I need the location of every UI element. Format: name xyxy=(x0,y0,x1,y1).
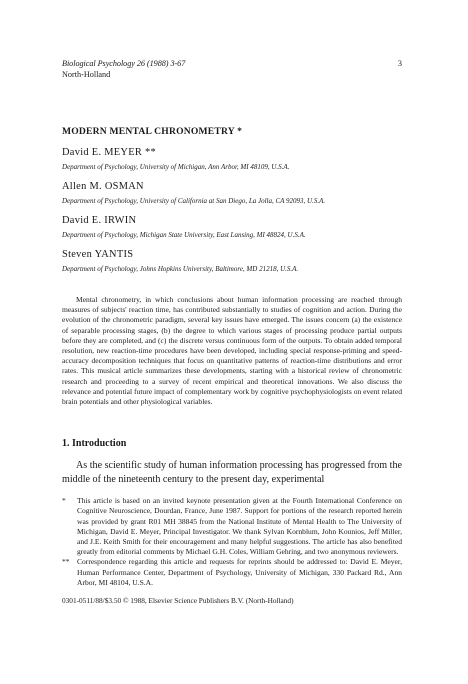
introduction-paragraph: As the scientific study of human information processing has progressed from the middle of the nineteenth century to the present day, experimental xyxy=(62,460,403,486)
running-header xyxy=(62,58,402,69)
footnote xyxy=(62,496,402,557)
author-name: David E. MEYER ** xyxy=(62,147,156,158)
footnotes xyxy=(62,496,402,588)
author-affiliation: Department of Psychology, Michigan State University, East Lansing, MI 48824, U.S.A. xyxy=(62,231,306,239)
footnote xyxy=(62,557,402,588)
footnote-mark: ** xyxy=(62,557,70,567)
author-affiliation: Department of Psychology, Johns Hopkins University, Baltimore, MD 21218, U.S.A. xyxy=(62,265,299,273)
journal-citation: Biological Psychology 26 (1988) 3-67 xyxy=(62,59,186,68)
article-title: MODERN MENTAL CHRONOMETRY * xyxy=(62,126,243,137)
footnote-text: This article is based on an invited keynote presentation given at the Fourth International Conference on Cognitive Neuroscience, Dourdan, France, June 1987. Support for portions of the research reported herein was provided by grant R01 MH 38845 from the National Institute of Mental Health to The University of Michigan, David E. Meyer, Principal Investigator. We thank Sylvan Kornblum, John Kounios, Jeff Miller, and J.E. Keith Smith for their encouragement and many helpful suggestions. The article has also benefited greatly from editorial comments by Michael G.H. Coles, William Gehring, and two anonymous reviewers. xyxy=(77,496,402,557)
author-affiliation: Department of Psychology, University of California at San Diego, La Jolla, CA 92093, U.S.A. xyxy=(62,197,326,205)
footnote-text: Correspondence regarding this article and requests for reprints should be addressed to: David E. Meyer, Human Performance Center, Department of Psychology, University of Michigan, 330 Packard Rd., Ann Arbor, MI 48104, U.S.A. xyxy=(77,557,402,587)
abstract: Mental chronometry, in which conclusions about human information processing are reached through measures of subjects' reaction time, has contributed substantially to studies of cognition and action. During the evolution of the chronometric paradigm, several key issues have emerged. The issues concern (a) the existence of separable processing stages, (b) the degree to which various stages of processing produce partial outputs before they are completed, and (c) the discrete versus continuous form of the outputs. To obtain added temporal resolution, new reaction-time procedures have been developed, including special response-priming and speed-accuracy decomposition techniques that focus on quantitative patterns of reaction-time distributions and error rates. This musical article summarizes these developments, starting with a historical review of chronometric research and proceeding to a survey of recent empirical and theoretical innovations. We also discuss the relevance and potential future impact of complementary work by cognitive psychophysiologists on event related brain potentials and other physiological variables. xyxy=(62,295,402,407)
section-heading: 1. Introduction xyxy=(62,438,127,450)
publisher: North-Holland xyxy=(62,70,111,79)
author-name: Steven YANTIS xyxy=(62,249,134,260)
footnote-mark: * xyxy=(62,496,66,506)
copyright-line: 0301-0511/88/$3.50 © 1988, Elsevier Science Publishers B.V. (North-Holland) xyxy=(62,596,294,606)
author-block xyxy=(62,147,402,274)
page-number: 3 xyxy=(397,59,402,68)
author-name: David E. IRWIN xyxy=(62,215,137,226)
article-page xyxy=(62,58,402,606)
author-name: Allen M. OSMAN xyxy=(62,181,144,192)
author-affiliation: Department of Psychology, University of Michigan, Ann Arbor, MI 48109, U.S.A. xyxy=(62,163,290,171)
